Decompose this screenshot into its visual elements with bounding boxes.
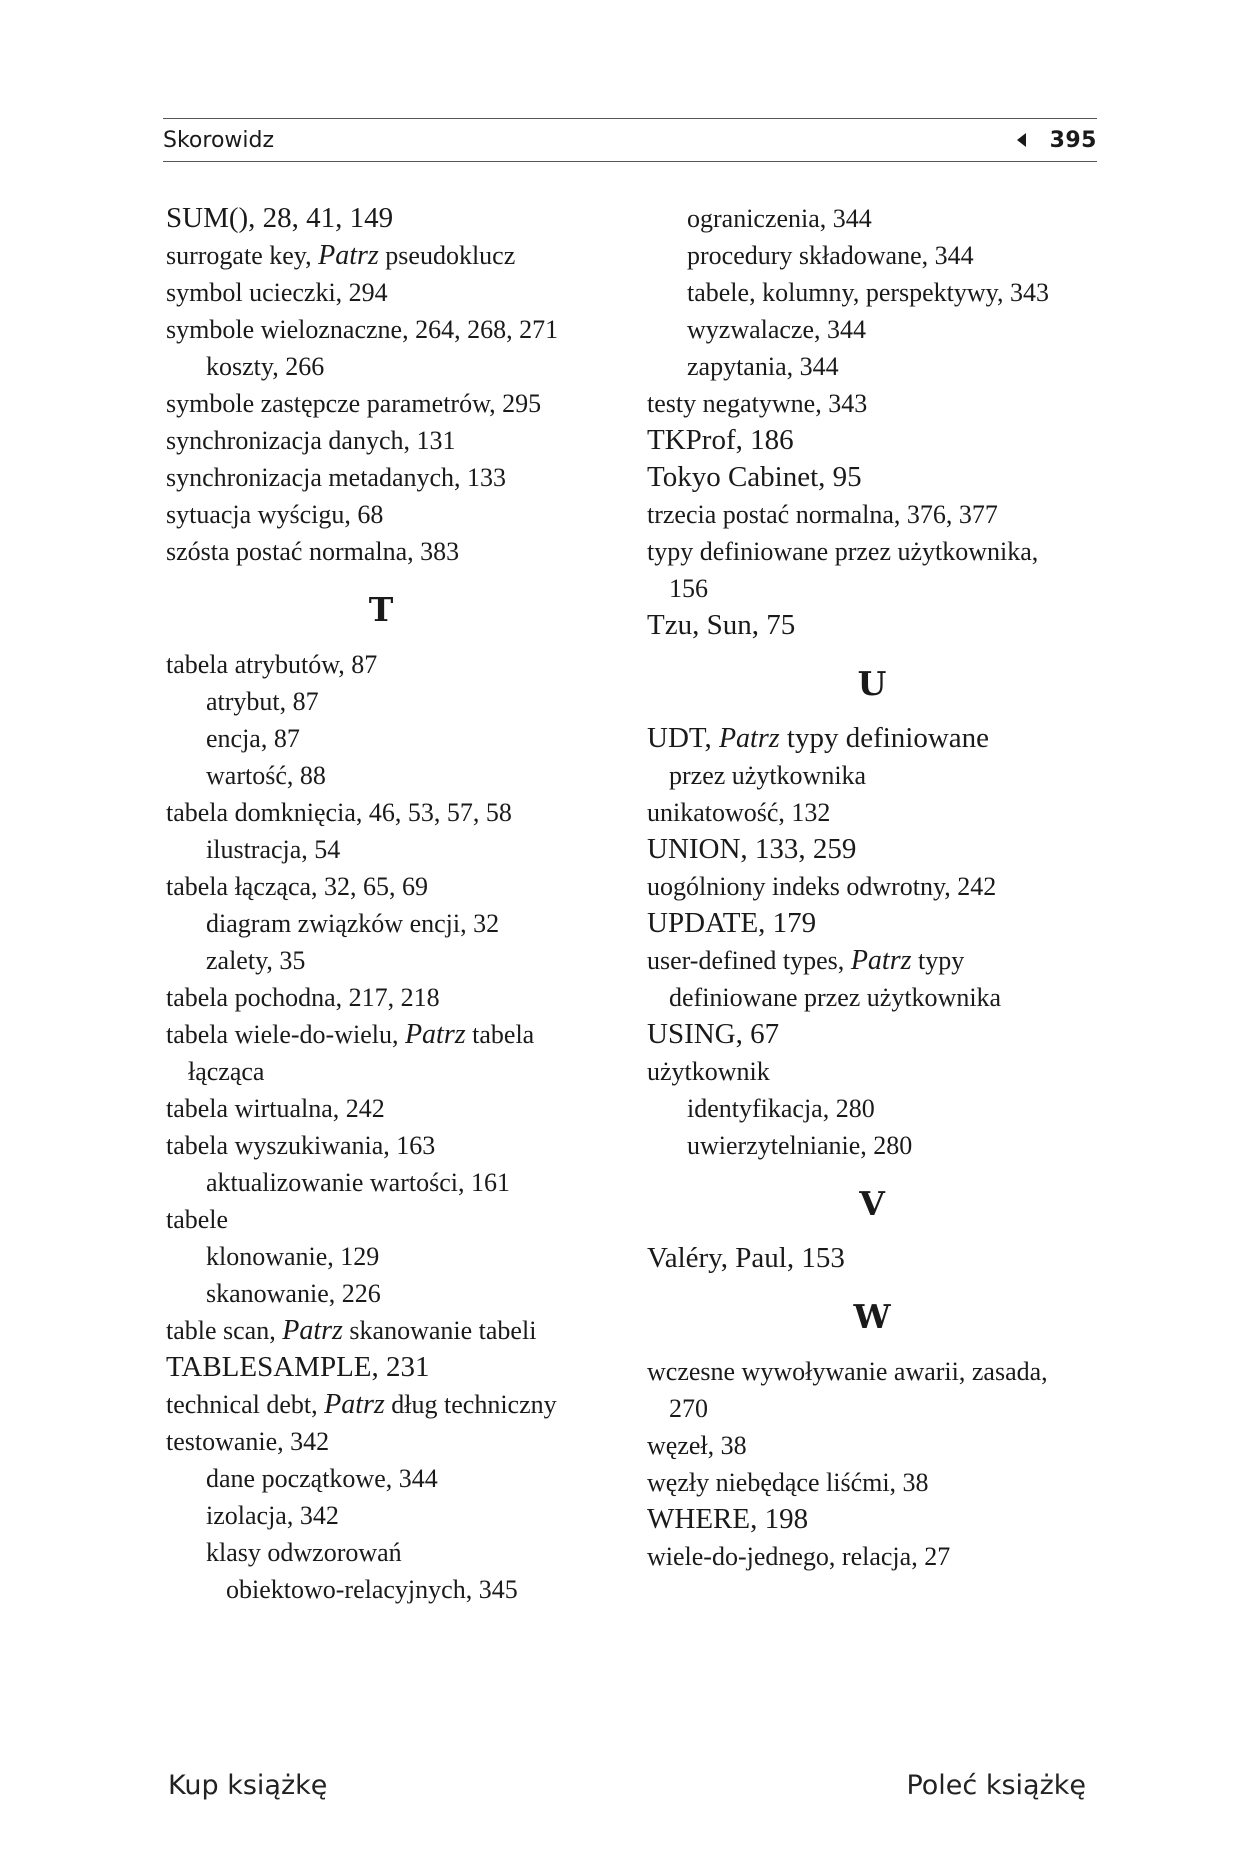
index-entry: tabela wyszukiwania, 163 — [166, 1131, 436, 1160]
index-entry: uogólniony indeks odwrotny, 242 — [647, 872, 997, 901]
section-letter-w: W — [853, 1297, 891, 1336]
index-entry: wartość, 88 — [206, 761, 326, 790]
index-block — [166, 646, 596, 1608]
index-entry: obiektowo-relacyjnych, 345 — [226, 1575, 518, 1604]
index-entry: symbol ucieczki, 294 — [166, 278, 388, 307]
index-entry: USING, 67 — [647, 1018, 780, 1050]
recommend-book-link[interactable]: Poleć książkę — [906, 1770, 1086, 1801]
index-entry: testowanie, 342 — [166, 1427, 330, 1456]
index-entry: technical debt, Patrz dług techniczny — [166, 1389, 557, 1420]
index-entry: trzecia postać normalna, 376, 377 — [647, 500, 998, 529]
index-entry: tabela domknięcia, 46, 53, 57, 58 — [166, 798, 512, 827]
index-entry: synchronizacja danych, 131 — [166, 426, 456, 455]
index-entry: węzeł, 38 — [647, 1431, 747, 1460]
index-entry: tabela wiele-do-wielu, Patrz tabela — [166, 1019, 535, 1050]
index-block — [647, 1240, 1097, 1277]
index-entry: koszty, 266 — [206, 352, 325, 381]
index-entry: UPDATE, 179 — [647, 907, 817, 939]
index-entry: identyfikacja, 280 — [687, 1094, 875, 1123]
index-entry: surrogate key, Patrz pseudoklucz — [166, 240, 516, 271]
index-entry: uwierzytelnianie, 280 — [687, 1131, 913, 1160]
index-block — [166, 200, 596, 570]
index-block — [647, 200, 1097, 644]
index-entry: skanowanie, 226 — [206, 1279, 381, 1308]
index-entry: łącząca — [188, 1057, 265, 1086]
index-entry: symbole zastępcze parametrów, 295 — [166, 389, 542, 418]
index-entry: aktualizowanie wartości, 161 — [206, 1168, 510, 1197]
index-entry: klasy odwzorowań — [206, 1538, 402, 1567]
section-letter-t: T — [368, 590, 394, 629]
index-entry: Tokyo Cabinet, 95 — [647, 461, 862, 493]
index-entry: SUM(), 28, 41, 149 — [166, 202, 394, 234]
index-entry: tabela wirtualna, 242 — [166, 1094, 385, 1123]
index-entry: unikatowość, 132 — [647, 798, 831, 827]
index-entry: zapytania, 344 — [687, 352, 839, 381]
section-letter-u: U — [857, 664, 887, 703]
index-entry: klonowanie, 129 — [206, 1242, 380, 1271]
index-entry: UDT, Patrz typy definiowane — [647, 722, 990, 754]
index-entry: Valéry, Paul, 153 — [647, 1242, 845, 1274]
index-entry: tabela łącząca, 32, 65, 69 — [166, 872, 429, 901]
index-entry: testy negatywne, 343 — [647, 389, 868, 418]
index-column-left — [166, 200, 596, 1608]
index-entry: symbole wieloznaczne, 264, 268, 271 — [166, 315, 559, 344]
index-entry: diagram związków encji, 32 — [206, 909, 500, 938]
index-entry: WHERE, 198 — [647, 1503, 809, 1535]
buy-book-link[interactable]: Kup książkę — [168, 1770, 328, 1801]
index-entry: tabele — [166, 1205, 229, 1234]
index-entry: sytuacja wyścigu, 68 — [166, 500, 384, 529]
page-number: 395 — [1049, 127, 1097, 153]
index-entry: definiowane przez użytkownika — [669, 983, 1002, 1012]
index-entry: TKProf, 186 — [647, 424, 794, 456]
header-right — [1017, 128, 1097, 153]
index-entry: wyzwalacze, 344 — [687, 315, 867, 344]
index-entry: wczesne wywoływanie awarii, zasada, — [647, 1357, 1048, 1386]
index-block — [647, 720, 1097, 1164]
triangle-left-icon — [1017, 133, 1026, 147]
index-entry: UNION, 133, 259 — [647, 833, 857, 865]
index-entry: przez użytkownika — [669, 761, 867, 790]
index-entry: tabela pochodna, 217, 218 — [166, 983, 440, 1012]
index-entry: ograniczenia, 344 — [687, 204, 872, 233]
header-title: Skorowidz — [163, 127, 275, 153]
index-entry: atrybut, 87 — [206, 687, 319, 716]
page-header — [163, 118, 1097, 162]
index-block — [647, 1353, 1097, 1575]
index-entry: zalety, 35 — [206, 946, 306, 975]
index-entry: procedury składowane, 344 — [687, 241, 974, 270]
index-entry: Tzu, Sun, 75 — [647, 609, 796, 641]
index-entry: 156 — [669, 574, 708, 603]
index-entry: TABLESAMPLE, 231 — [166, 1351, 430, 1383]
index-entry: dane początkowe, 344 — [206, 1464, 438, 1493]
index-column-right — [647, 200, 1097, 1575]
index-entry: węzły niebędące liśćmi, 38 — [647, 1468, 929, 1497]
index-entry: user-defined types, Patrz typy — [647, 945, 965, 976]
index-entry: tabela atrybutów, 87 — [166, 650, 378, 679]
index-entry: tabele, kolumny, perspektywy, 343 — [687, 278, 1049, 307]
index-entry: 270 — [669, 1394, 708, 1423]
section-letter-v: V — [859, 1184, 885, 1223]
index-entry: typy definiowane przez użytkownika, — [647, 537, 1039, 566]
index-entry: wiele-do-jednego, relacja, 27 — [647, 1542, 951, 1571]
index-entry: izolacja, 342 — [206, 1501, 339, 1530]
index-entry: table scan, Patrz skanowanie tabeli — [166, 1315, 537, 1346]
index-entry: encja, 87 — [206, 724, 300, 753]
index-entry: ilustracja, 54 — [206, 835, 341, 864]
index-entry: użytkownik — [647, 1057, 770, 1086]
index-entry: szósta postać normalna, 383 — [166, 537, 460, 566]
index-entry: synchronizacja metadanych, 133 — [166, 463, 507, 492]
